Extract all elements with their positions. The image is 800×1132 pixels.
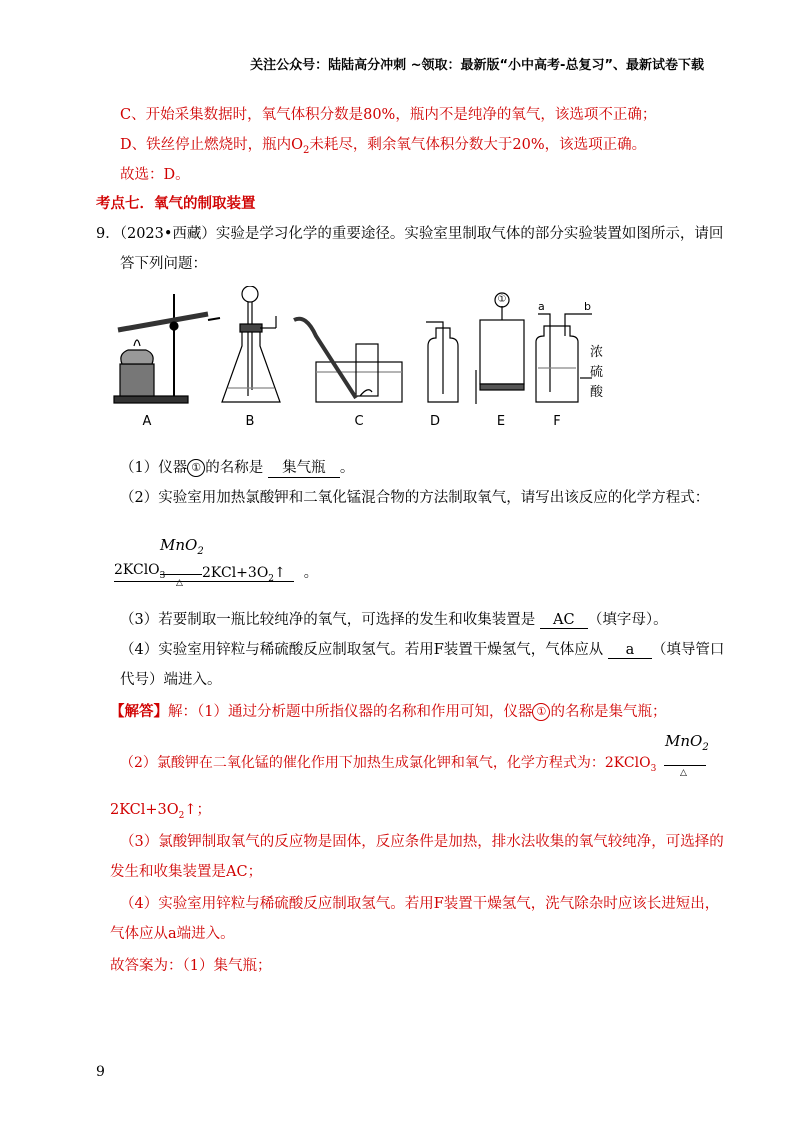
sub-question-1: [120, 456, 354, 478]
apparatus-b: [222, 286, 280, 402]
page-number: 9: [96, 1064, 105, 1080]
option-d-sub: 2: [303, 144, 310, 156]
label-a: A: [142, 414, 152, 429]
final-answer: 故答案为：（1）集气瓶；: [110, 958, 272, 974]
label-b: B: [245, 414, 255, 429]
sub1-part3: 。: [339, 460, 355, 476]
marker-circle-sol: ①: [532, 703, 550, 721]
sub-question-2: （2）实验室用加热氯酸钾和二氧化锰混合物的方法制取氧气，请写出该反应的化学方程式：: [120, 490, 710, 506]
option-c-text: C、开始采集数据时，氧气体积分数是80%，瓶内不是纯净的氧气，该选项不正确；: [120, 107, 657, 123]
solution-4-line1: （4）实验室用锌粒与稀硫酸反应制取氢气。若用F装置干燥氢气，洗气除杂时应该长进短出，: [120, 896, 720, 912]
label-f-b: b: [584, 300, 591, 313]
solution-2: [120, 732, 720, 782]
sol2-sub: 3: [650, 763, 657, 774]
sol2-text: （2）氯酸钾在二氧化锰的催化作用下加热生成氯化钾和氧气，化学方程式为：2KClO: [120, 755, 651, 771]
option-d-part2: 未耗尽，剩余氧气体积分数大于20%，该选项正确。: [309, 137, 647, 153]
sub4-part1: （4）实验室用锌粒与稀硫酸反应制取氢气。若用F装置干燥氢气，气体应从: [120, 642, 608, 658]
sub-question-3: [120, 608, 668, 629]
solution-tag: 【解答】: [110, 703, 168, 720]
sub4-part2: （填导管口: [651, 642, 725, 658]
answer-blank-3: AC: [540, 612, 588, 629]
sub3-part1: （3）若要制取一瓶比较纯净的氧气，可选择的发生和收集装置是: [120, 612, 540, 628]
apparatus-c: [294, 319, 402, 402]
label-e-letter: E: [496, 414, 506, 429]
solution-3-line2: 发生和收集装置是AC；: [110, 864, 263, 880]
label-f-reagent-3: 酸: [590, 385, 604, 400]
apparatus-a: [114, 294, 220, 403]
option-d-part1: D、铁丝停止燃烧时，瓶内O: [120, 137, 304, 153]
sub3-part2: （填字母）。: [587, 612, 668, 628]
section-title: 考点七．氧气的制取装置: [96, 195, 256, 212]
question-9-line1: 9．（2023•西藏）实验是学习化学的重要途径。实验室里制取气体的部分实验装置如图所示，请回: [96, 226, 724, 242]
page-header: 关注公众号：陆陆高分冲刺 ~领取：最新版“小中高考-总复习”、最新试卷下载: [250, 58, 704, 73]
solution-3-line1: （3）氯酸钾制取氧气的反应物是固体，反应条件是加热，排水法收集的氧气较纯净，可选择的: [120, 834, 724, 850]
answer-blank-4: a: [608, 642, 652, 659]
sol2-condition: △: [680, 768, 687, 778]
sol1-part1: 解：（1）通过分析题中所指仪器的名称和作用可知，仪器: [168, 704, 533, 720]
marker-circle-1: ①: [187, 459, 205, 477]
equation-left: 2KClO$_3$: [114, 562, 166, 581]
sol2-bar: [664, 765, 706, 766]
label-f-reagent-2: 硫: [590, 365, 604, 380]
equation-right: $2KCl+3O_2↑$ 。: [202, 565, 318, 584]
equation-bar: [160, 574, 202, 575]
label-f: F: [553, 414, 561, 429]
label-f-a: a: [538, 300, 545, 313]
sub1-part1: （1）仪器: [120, 460, 188, 476]
sub-question-4: [120, 638, 724, 659]
solution-1: [110, 700, 666, 721]
condition-label: △: [176, 578, 183, 588]
apparatus-d: [426, 322, 458, 402]
question-9-line2: 答下列问题：: [120, 256, 207, 272]
sol2-catalyst: MnO$_2$: [665, 732, 709, 753]
apparatus-f: [536, 314, 592, 402]
option-d-text: [120, 133, 646, 156]
label-c: C: [354, 414, 364, 429]
equation-underline: [114, 581, 294, 582]
sub-question-4-line2: 代号）端进入。: [120, 672, 222, 688]
choice-text: 故选：D。: [120, 167, 190, 183]
solution-4-line2: 气体应从a端进入。: [110, 926, 235, 942]
label-f-reagent-1: 浓: [590, 345, 604, 360]
label-e: ①: [497, 294, 507, 305]
apparatus-e: [476, 293, 524, 404]
apparatus-figure: [110, 286, 610, 432]
label-d: D: [429, 414, 441, 429]
catalyst-label: MnO$_2$: [160, 536, 204, 557]
solution-2-product: $2KCl+3O_2↑$；: [110, 802, 212, 821]
sol1-part2: 的名称是集气瓶；: [550, 704, 667, 720]
answer-blank-1: 集气瓶: [268, 456, 340, 478]
sub1-part2: 的名称是: [205, 460, 268, 476]
